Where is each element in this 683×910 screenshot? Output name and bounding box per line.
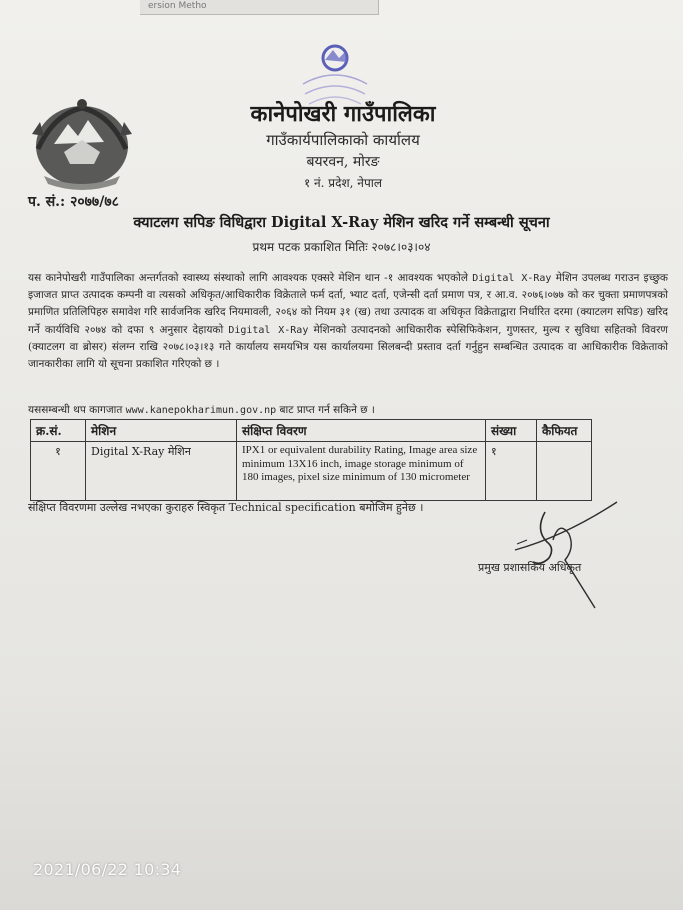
body-latin-2: Digital X-Ray xyxy=(228,324,309,336)
table-header-row xyxy=(31,420,592,442)
body-part-3: मेशिनको उत्पादनको आधिकारीक स्पेसिफिकेशन, गुणस्तर, मुल्य र सुविधा सहितको विवरण (क्याटलग वा ब्रोसर) संलग्न राखि २०७८।०३।१३ गते कार्यालय समयभित्र यस कार्यालयमा सिलबन्दी प्रस्ताव दर्ता गर्नुहुन सम्बन्धित उत्पादक वा आधिकारीक विक्रेताको जानकारीका लागि यो सूचना प्रकाशित गरिएको छ । xyxy=(28,323,668,371)
reference-number: प. सं.: २०७७/७८ xyxy=(28,194,119,210)
cell-description: IPX1 or equivalent durability Rating, Image area size minimum 13X16 inch, image storage minimum of 180 images, pixel size minimum of 130 micrometer xyxy=(237,442,486,501)
underlying-sheet-edge: ersion Metho xyxy=(140,0,379,15)
signatory-title: प्रमुख प्रशासकिय अधिकृत xyxy=(478,561,582,574)
table-row xyxy=(31,442,592,501)
col-description-header: संक्षिप्त विवरण xyxy=(237,420,486,442)
col-machine-header: मेशिन xyxy=(86,420,237,442)
body-part-2: मेशिन उपलब्ध गराउन इच्छुक इजाजत प्राप्त उत्पादक कम्पनी वा त्यसको अधिकृत/आधिकारीक विक्रेताले फर्म दर्ता, भ्याट दर्ता, एजेन्सी दर्ता प्रमाण पत्र, र आ.व. २०७६।०७७ को कर चुक्ता प्रमाणपत्रको प्रमाणित प्रतिलिपिहरु समावेश गरि सार्वजनिक खरिद नियमावली, २०६४ को नियम ३१ (ख) तथा उत्पादक वा अधिकृत विक्रेताद्वारा निर्धारित दरमा (क्याटलग सपिङ) खरिद गर्ने कार्यविधि २०७४ को दफा ९ अनुसार देहायको xyxy=(28,272,668,336)
extra-text: यससम्बन्धी थप कागजात xyxy=(28,404,126,416)
notice-body xyxy=(28,270,668,373)
photo-timestamp: 2021/06/22 10:34 xyxy=(33,860,182,879)
province-country: १ नं. प्रदेश, नेपाल xyxy=(303,176,383,190)
website-link[interactable]: www.kanepokharimun.gov.np xyxy=(125,405,277,416)
specification-note: संक्षिप्त विवरणमा उल्लेख नभएका कुराहरु स्विकृत Technical specification बमोजिम हुनेछ । xyxy=(28,501,424,514)
cell-quantity: १ xyxy=(486,442,537,501)
notice-subject: क्याटलग सपिङ विधिद्वारा Digital X-Ray मेशिन खरिद गर्ने सम्बन्धी सूचना xyxy=(133,214,550,231)
col-serial-header: क्र.सं. xyxy=(31,420,86,442)
government-emblem xyxy=(24,94,140,194)
municipality-name: कानेपोखरी गाउँपालिका xyxy=(250,101,436,127)
cell-remarks xyxy=(537,442,592,501)
office-name: गाउँकार्यपालिकाको कार्यालय xyxy=(266,131,420,149)
cell-serial: १ xyxy=(31,442,86,501)
col-remarks-header: कैफियत xyxy=(537,420,592,442)
publish-date: प्रथम पटक प्रकाशित मितिः २०७८।०३।०४ xyxy=(252,240,431,254)
extra-documents-line xyxy=(28,403,668,417)
body-latin-1: Digital X-Ray xyxy=(472,273,552,284)
body-part-1: यस कानेपोखरी गाउँपालिका अन्तर्गतको स्वास्थ्य संस्थाको लागि आवश्यक एक्सरे मेशिन थान -१ आवश्यक भएकोले xyxy=(28,272,473,284)
signature xyxy=(505,500,625,610)
items-table xyxy=(30,419,592,501)
col-quantity-header: संख्या xyxy=(486,420,537,442)
cell-machine: Digital X-Ray मेशिन xyxy=(86,442,237,501)
office-location: बयरवन, मोरङ xyxy=(306,154,380,170)
extra-tail: बाट प्राप्त गर्न सकिने छ । xyxy=(276,404,375,416)
